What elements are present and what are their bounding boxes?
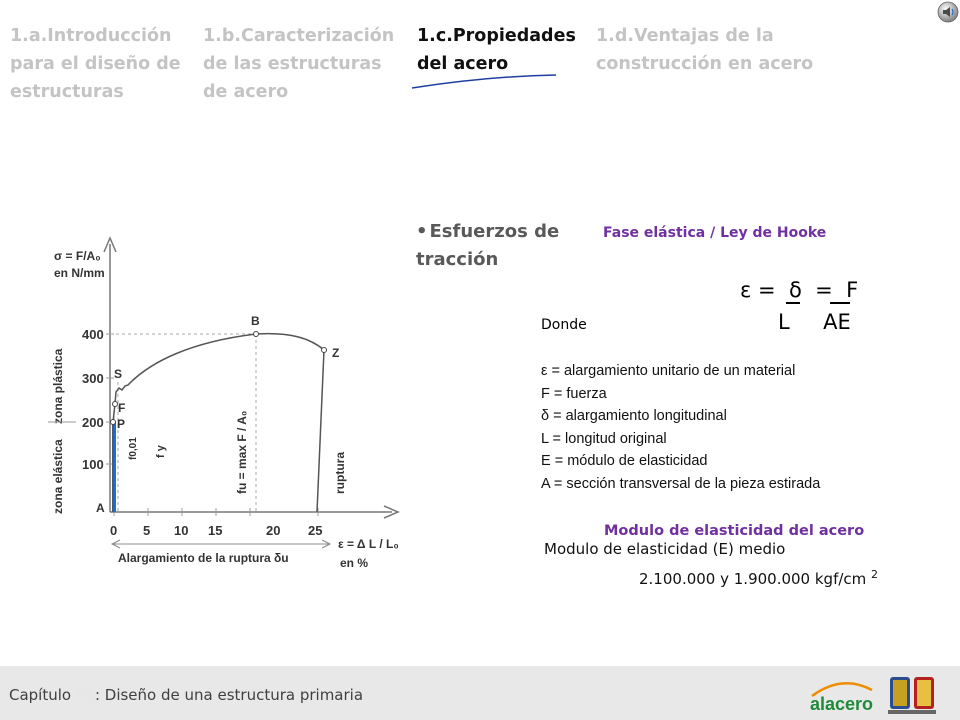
y-unit: en N/mm: [54, 266, 105, 280]
modulo-value: [639, 568, 878, 588]
hooke-title: Fase elástica / Ley de Hooke: [603, 225, 827, 241]
alacero-logo: [810, 674, 950, 716]
diagram-background: [40, 232, 410, 584]
x-tick-label: 5: [143, 523, 151, 538]
formula-denominator: L AE: [778, 310, 851, 334]
point-f-marker: [113, 402, 118, 407]
footer-caption: [9, 686, 363, 704]
point-s-label: S: [114, 367, 123, 381]
definition-item: A = sección transversal de la pieza estirada: [541, 475, 821, 492]
point-b-marker: [254, 332, 259, 337]
f001-label: f0,01: [128, 437, 139, 460]
speaker-icon[interactable]: [936, 0, 960, 24]
stress-strain-diagram: [40, 232, 410, 584]
modulo-medio: Modulo de elasticidad (E) medio: [544, 540, 786, 558]
y-tick-label: 100: [82, 457, 104, 472]
x-tick-label: 20: [266, 523, 281, 538]
point-z-label: Z: [332, 346, 340, 360]
zona-plastica-label: zona plástica: [51, 348, 65, 424]
bullet-esfuerzos: • Esfuerzos de tracción: [416, 218, 576, 274]
y-tick-label: 200: [82, 415, 104, 430]
footer: [0, 666, 960, 720]
y-tick-label: 300: [82, 371, 104, 386]
x-title: ε = Δ L / L₀: [338, 537, 399, 551]
point-p-label: P: [117, 417, 126, 431]
fraction-line-f: [830, 302, 850, 304]
tab-ventajas[interactable]: 1.d.Ventajas de la construcción en acero: [596, 26, 814, 74]
x-unit: en %: [340, 556, 369, 570]
definition-item: E = módulo de elasticidad: [541, 453, 708, 469]
tab-propiedades[interactable]: 1.c.Propiedades del acero: [417, 26, 576, 74]
definition-item: ε = alargamiento unitario de un material: [541, 363, 796, 379]
point-p-marker: [111, 420, 116, 425]
zona-elastica-label: zona elástica: [51, 439, 65, 514]
fu-label: fu = max F / A₀: [235, 410, 249, 494]
fraction-line-delta: [786, 302, 800, 304]
modulo-exponent: 2: [871, 568, 879, 581]
x-tick-label: 10: [174, 523, 189, 538]
tab-introduccion[interactable]: 1.a.Introducción para el diseño de estructuras: [10, 26, 181, 102]
tab-caracterizacion[interactable]: 1.b.Caracterización de las estructuras de acero: [203, 26, 395, 102]
active-tab-underline: [410, 68, 560, 92]
point-b-label: B: [251, 314, 260, 328]
x-caption: Alargamiento de la ruptura δu: [118, 551, 289, 565]
ruptura-label: ruptura: [333, 452, 347, 494]
footer-suffix: : Diseño de una estructura primaria: [94, 686, 364, 704]
x-tick-label: 25: [308, 523, 323, 538]
formula-numerator: ε = δ = F: [740, 278, 859, 302]
point-f-label: F: [118, 401, 126, 415]
definition-item: L = longitud original: [541, 430, 667, 447]
fy-label: f y: [155, 445, 167, 458]
point-z-marker: [322, 348, 327, 353]
y-title: σ = F/A₀: [54, 249, 101, 263]
y-tick-label: 400: [82, 327, 104, 342]
definitions-list: [541, 360, 820, 495]
footer-prefix: Capítulo: [9, 686, 76, 704]
point-a-label: A: [96, 501, 105, 515]
definition-item: F = fuerza: [541, 385, 607, 402]
modulo-title: Modulo de elasticidad del acero: [604, 523, 865, 539]
modulo-value-text: 2.100.000 y 1.900.000 kgf/cm: [639, 570, 867, 588]
footer-chapter-number: 01: [75, 686, 95, 704]
donde-label: Donde: [541, 317, 587, 333]
x-tick-label: 0: [110, 523, 118, 538]
definition-item: δ = alargamiento longitudinal: [541, 408, 727, 424]
logo-text: alacero: [810, 694, 874, 714]
shield-icon: [888, 677, 936, 714]
x-tick-label: 15: [208, 523, 223, 538]
